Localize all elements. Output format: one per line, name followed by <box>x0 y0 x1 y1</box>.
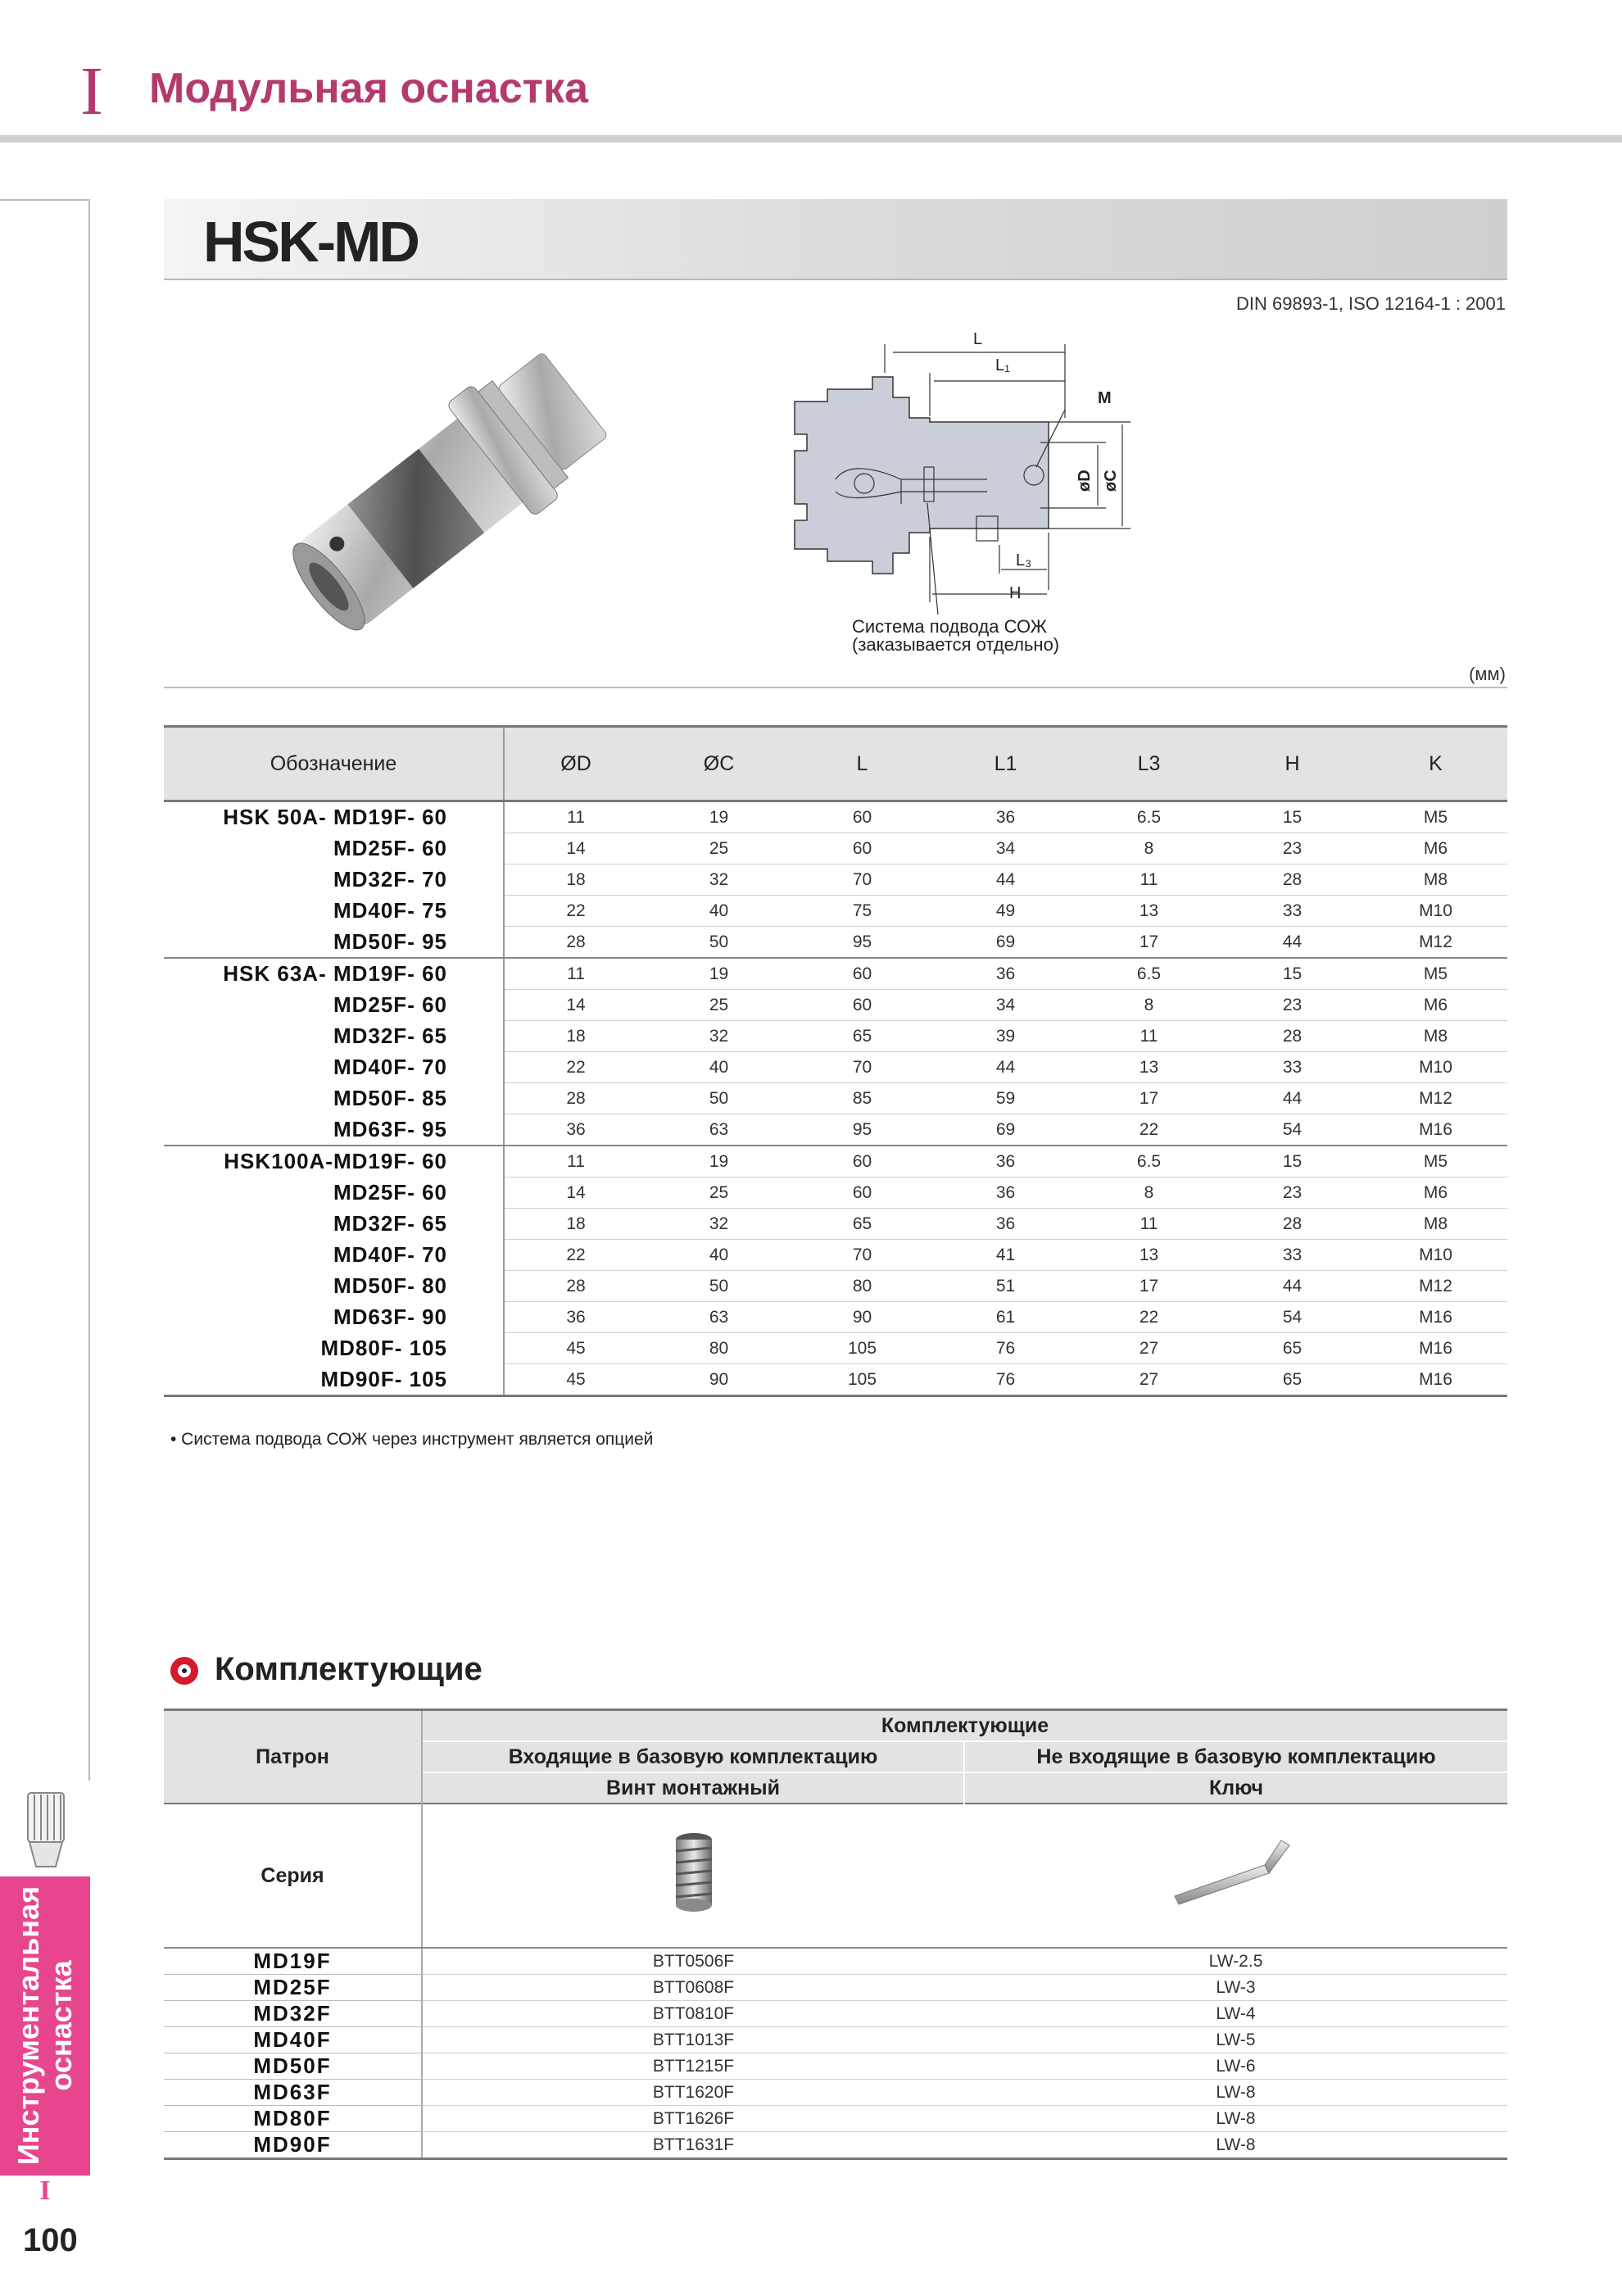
col-diameter-c: ØC <box>647 727 791 801</box>
spec-table-row <box>164 927 1507 959</box>
cell-diameter-c: 19 <box>647 801 791 833</box>
cell-diameter-d: 18 <box>504 864 647 896</box>
cell-screw: BTT0810F <box>422 2001 964 2027</box>
cell-l: 60 <box>791 958 934 990</box>
cell-l3: 6.5 <box>1077 958 1221 990</box>
cell-k: M10 <box>1364 1052 1507 1083</box>
cell-designation: MD63F- 95 <box>164 1114 504 1146</box>
spec-table-row <box>164 1333 1507 1364</box>
cell-l3: 6.5 <box>1077 801 1221 833</box>
cell-screw: BTT1215F <box>422 2053 964 2080</box>
cell-h: 28 <box>1221 1209 1364 1240</box>
cell-designation: MD32F- 65 <box>164 1021 504 1052</box>
cell-designation: MD40F- 70 <box>164 1052 504 1083</box>
cell-k: M12 <box>1364 1271 1507 1302</box>
cell-h: 23 <box>1221 990 1364 1021</box>
col-accessories-group: Комплектующие <box>422 1710 1507 1742</box>
cell-screw: BTT1620F <box>422 2080 964 2106</box>
cell-l: 60 <box>791 990 934 1021</box>
product-photo-hsk-md <box>261 315 637 660</box>
cell-k: M10 <box>1364 1240 1507 1271</box>
cell-l1: 61 <box>934 1302 1077 1333</box>
cell-diameter-c: 40 <box>647 1240 791 1271</box>
accessory-row <box>164 2106 1507 2132</box>
accessory-row <box>164 2080 1507 2106</box>
cell-diameter-c: 19 <box>647 958 791 990</box>
cell-diameter-d: 11 <box>504 1146 647 1177</box>
hex-key-icon <box>1167 1832 1306 1914</box>
dim-label-l: L <box>973 330 983 348</box>
cell-l3: 13 <box>1077 1240 1221 1271</box>
side-chapter-label <box>12 1886 78 2165</box>
cell-diameter-c: 32 <box>647 1021 791 1052</box>
cell-diameter-c: 63 <box>647 1114 791 1146</box>
dim-label-m: M <box>1098 389 1112 407</box>
cell-l: 95 <box>791 1114 934 1146</box>
cell-l3: 27 <box>1077 1364 1221 1396</box>
target-bullet-icon-dot <box>182 1668 187 1673</box>
cell-h: 23 <box>1221 833 1364 864</box>
spec-table-row <box>164 1052 1507 1083</box>
cell-diameter-c: 80 <box>647 1333 791 1364</box>
cell-l1: 49 <box>934 896 1077 927</box>
cell-k: M10 <box>1364 896 1507 927</box>
cell-l: 80 <box>791 1271 934 1302</box>
cell-designation: MD32F- 65 <box>164 1209 504 1240</box>
cell-l3: 6.5 <box>1077 1146 1221 1177</box>
cell-diameter-d: 22 <box>504 1240 647 1271</box>
cell-k: M6 <box>1364 990 1507 1021</box>
spec-table-row <box>164 1302 1507 1333</box>
cell-l3: 27 <box>1077 1333 1221 1364</box>
cell-diameter-d: 28 <box>504 927 647 959</box>
cell-k: M8 <box>1364 1021 1507 1052</box>
col-diameter-d: ØD <box>504 727 647 801</box>
side-label-line1: Инструментальная <box>11 1885 45 2166</box>
cell-diameter-c: 50 <box>647 1083 791 1114</box>
cell-diameter-c: 63 <box>647 1302 791 1333</box>
cell-diameter-d: 14 <box>504 1177 647 1209</box>
chapter-title: Модульная оснастка <box>149 65 589 112</box>
spec-table-row <box>164 1021 1507 1052</box>
spec-table-row <box>164 990 1507 1021</box>
cell-designation: MD50F- 95 <box>164 927 504 959</box>
collet-icon <box>23 1785 69 1873</box>
cell-l3: 8 <box>1077 990 1221 1021</box>
cell-diameter-c: 40 <box>647 896 791 927</box>
cell-diameter-d: 28 <box>504 1083 647 1114</box>
standard-reference: DIN 69893-1, ISO 12164-1 : 2001 <box>1236 293 1506 314</box>
accessory-row <box>164 2132 1507 2159</box>
spec-table-row <box>164 1083 1507 1114</box>
cell-l: 105 <box>791 1333 934 1364</box>
cell-diameter-c: 40 <box>647 1052 791 1083</box>
cell-l1: 76 <box>934 1333 1077 1364</box>
cell-series: MD25F <box>164 1975 422 2001</box>
spec-table-row <box>164 1240 1507 1271</box>
cell-l1: 34 <box>934 990 1077 1021</box>
left-frame-line <box>88 199 90 1781</box>
cell-designation: MD25F- 60 <box>164 990 504 1021</box>
key-image-cell <box>964 1804 1507 1948</box>
cell-designation: MD25F- 60 <box>164 833 504 864</box>
cell-h: 28 <box>1221 864 1364 896</box>
col-included: Входящие в базовую комплектацию <box>422 1741 964 1772</box>
cell-l3: 22 <box>1077 1114 1221 1146</box>
cell-designation: MD80F- 105 <box>164 1333 504 1364</box>
cell-designation: HSK 50A- MD19F- 60 <box>164 801 504 833</box>
cell-diameter-c: 90 <box>647 1364 791 1396</box>
cell-designation: MD32F- 70 <box>164 864 504 896</box>
cell-k: M5 <box>1364 801 1507 833</box>
col-holder: Патрон <box>164 1710 422 1804</box>
cell-key: LW-2.5 <box>964 1948 1507 1975</box>
cell-diameter-d: 11 <box>504 801 647 833</box>
col-mounting-screw: Винт монтажный <box>422 1772 964 1804</box>
cell-l3: 8 <box>1077 833 1221 864</box>
col-key: Ключ <box>964 1772 1507 1804</box>
cell-diameter-d: 14 <box>504 833 647 864</box>
cell-h: 44 <box>1221 927 1364 959</box>
accessory-row <box>164 2027 1507 2053</box>
side-label-line2: оснастка <box>44 1960 78 2091</box>
cell-l3: 13 <box>1077 1052 1221 1083</box>
cell-l: 60 <box>791 833 934 864</box>
spec-table-row <box>164 1271 1507 1302</box>
cell-l: 60 <box>791 1177 934 1209</box>
cell-h: 28 <box>1221 1021 1364 1052</box>
unit-label: (мм) <box>1469 664 1506 684</box>
col-h: H <box>1221 727 1364 801</box>
cell-k: M16 <box>1364 1333 1507 1364</box>
spec-table-row <box>164 833 1507 864</box>
cell-key: LW-5 <box>964 2027 1507 2053</box>
spec-table-row <box>164 801 1507 833</box>
series-label: Серия <box>164 1804 422 1948</box>
cell-diameter-c: 25 <box>647 833 791 864</box>
cell-k: M8 <box>1364 1209 1507 1240</box>
cell-diameter-d: 18 <box>504 1209 647 1240</box>
cell-l: 60 <box>791 1146 934 1177</box>
cell-l: 60 <box>791 801 934 833</box>
cell-h: 44 <box>1221 1271 1364 1302</box>
cell-l1: 59 <box>934 1083 1077 1114</box>
spec-table-row <box>164 1177 1507 1209</box>
cell-series: MD90F <box>164 2132 422 2159</box>
cell-l: 65 <box>791 1209 934 1240</box>
side-roman-numeral: I <box>39 2176 51 2206</box>
coolant-label-line1: Система подвода СОЖ <box>852 616 1047 637</box>
cell-l3: 17 <box>1077 1271 1221 1302</box>
cell-l3: 8 <box>1077 1177 1221 1209</box>
mounting-screw-icon <box>669 1828 718 1918</box>
cell-screw: BTT0608F <box>422 1975 964 2001</box>
cell-l3: 11 <box>1077 1209 1221 1240</box>
cell-l1: 44 <box>934 864 1077 896</box>
cell-l1: 36 <box>934 1177 1077 1209</box>
cell-diameter-d: 45 <box>504 1333 647 1364</box>
cell-diameter-d: 45 <box>504 1364 647 1396</box>
cell-l3: 17 <box>1077 927 1221 959</box>
cell-l: 70 <box>791 1240 934 1271</box>
cell-screw: BTT1626F <box>422 2106 964 2132</box>
cell-diameter-d: 36 <box>504 1302 647 1333</box>
cell-l: 90 <box>791 1302 934 1333</box>
chapter-roman-numeral: I <box>80 53 103 129</box>
cell-l1: 36 <box>934 801 1077 833</box>
cell-designation: MD25F- 60 <box>164 1177 504 1209</box>
cell-l: 105 <box>791 1364 934 1396</box>
dim-label-c: øC <box>1102 470 1120 492</box>
header-divider <box>0 135 1622 143</box>
cell-l1: 51 <box>934 1271 1077 1302</box>
cell-l1: 69 <box>934 1114 1077 1146</box>
table-note: • Система подвода СОЖ через инструмент является опцией <box>170 1430 654 1449</box>
cell-designation: HSK100A-MD19F- 60 <box>164 1146 504 1177</box>
cell-series: MD63F <box>164 2080 422 2106</box>
cell-l1: 69 <box>934 927 1077 959</box>
cell-series: MD80F <box>164 2106 422 2132</box>
cell-series: MD19F <box>164 1948 422 1975</box>
cell-l: 75 <box>791 896 934 927</box>
cell-key: LW-8 <box>964 2080 1507 2106</box>
spec-table-row <box>164 896 1507 927</box>
cell-l1: 36 <box>934 958 1077 990</box>
cell-diameter-d: 36 <box>504 1114 647 1146</box>
cell-h: 65 <box>1221 1364 1364 1396</box>
cell-l3: 11 <box>1077 1021 1221 1052</box>
cell-series: MD32F <box>164 2001 422 2027</box>
accessory-row <box>164 2053 1507 2080</box>
cell-h: 44 <box>1221 1083 1364 1114</box>
cell-h: 33 <box>1221 896 1364 927</box>
cell-diameter-c: 19 <box>647 1146 791 1177</box>
cell-key: LW-4 <box>964 2001 1507 2027</box>
cell-diameter-d: 22 <box>504 896 647 927</box>
cell-diameter-c: 50 <box>647 1271 791 1302</box>
cell-h: 54 <box>1221 1302 1364 1333</box>
col-l1: L1 <box>934 727 1077 801</box>
dim-label-d: øD <box>1076 470 1094 492</box>
spec-table-row <box>164 1209 1507 1240</box>
col-l3: L3 <box>1077 727 1221 801</box>
col-l: L <box>791 727 934 801</box>
cell-key: LW-8 <box>964 2106 1507 2132</box>
page-number: 100 <box>23 2222 78 2258</box>
col-designation: Обозначение <box>164 727 504 801</box>
col-k: K <box>1364 727 1507 801</box>
cell-h: 33 <box>1221 1240 1364 1271</box>
cell-key: LW-3 <box>964 1975 1507 2001</box>
cell-l: 95 <box>791 927 934 959</box>
cell-h: 15 <box>1221 958 1364 990</box>
cell-h: 23 <box>1221 1177 1364 1209</box>
cell-diameter-c: 32 <box>647 864 791 896</box>
cell-designation: MD40F- 70 <box>164 1240 504 1271</box>
cell-k: M5 <box>1364 1146 1507 1177</box>
cell-screw: BTT1631F <box>422 2132 964 2159</box>
cell-l3: 22 <box>1077 1302 1221 1333</box>
left-frame-top <box>0 199 90 201</box>
cell-diameter-c: 32 <box>647 1209 791 1240</box>
accessories-title: Комплектующие <box>215 1651 483 1687</box>
specification-table <box>164 725 1507 1397</box>
technical-drawing <box>786 320 1163 664</box>
cell-l: 70 <box>791 864 934 896</box>
accessories-table <box>164 1708 1507 2160</box>
cell-l1: 76 <box>934 1364 1077 1396</box>
cell-key: LW-6 <box>964 2053 1507 2080</box>
cell-designation: MD40F- 75 <box>164 896 504 927</box>
cell-h: 15 <box>1221 1146 1364 1177</box>
cell-diameter-d: 28 <box>504 1271 647 1302</box>
cell-designation: MD90F- 105 <box>164 1364 504 1396</box>
cell-designation: MD63F- 90 <box>164 1302 504 1333</box>
spec-table-row <box>164 864 1507 896</box>
section-title: HSK-MD <box>203 210 418 274</box>
dim-label-h: H <box>1009 584 1022 602</box>
cell-l: 65 <box>791 1021 934 1052</box>
cell-diameter-d: 14 <box>504 990 647 1021</box>
screw-image-cell <box>422 1804 964 1948</box>
coolant-label-line2: (заказывается отдельно) <box>852 634 1060 655</box>
spec-table-row <box>164 1146 1507 1177</box>
cell-k: M16 <box>1364 1364 1507 1396</box>
cell-screw: BTT1013F <box>422 2027 964 2053</box>
cell-diameter-d: 11 <box>504 958 647 990</box>
cell-l1: 36 <box>934 1209 1077 1240</box>
cell-designation: HSK 63A- MD19F- 60 <box>164 958 504 990</box>
cell-designation: MD50F- 80 <box>164 1271 504 1302</box>
cell-k: M5 <box>1364 958 1507 990</box>
cell-key: LW-8 <box>964 2132 1507 2159</box>
spec-table-header <box>164 727 1507 801</box>
cell-diameter-d: 18 <box>504 1021 647 1052</box>
accessory-row <box>164 1948 1507 1975</box>
cell-diameter-c: 25 <box>647 1177 791 1209</box>
cell-series: MD40F <box>164 2027 422 2053</box>
cell-h: 54 <box>1221 1114 1364 1146</box>
cell-h: 33 <box>1221 1052 1364 1083</box>
cell-l: 70 <box>791 1052 934 1083</box>
spec-table-row <box>164 1114 1507 1146</box>
spec-table-row <box>164 958 1507 990</box>
accessory-row <box>164 2001 1507 2027</box>
cell-k: M16 <box>1364 1302 1507 1333</box>
cell-l1: 36 <box>934 1146 1077 1177</box>
cell-series: MD50F <box>164 2053 422 2080</box>
cell-l1: 39 <box>934 1021 1077 1052</box>
cell-k: M16 <box>1364 1114 1507 1146</box>
cell-l3: 17 <box>1077 1083 1221 1114</box>
cell-diameter-c: 25 <box>647 990 791 1021</box>
cell-k: M6 <box>1364 833 1507 864</box>
cell-diameter-d: 22 <box>504 1052 647 1083</box>
dim-label-l1: L₁ <box>995 356 1010 374</box>
cell-l: 85 <box>791 1083 934 1114</box>
col-not-included: Не входящие в базовую комплектацию <box>964 1741 1507 1772</box>
cell-l1: 44 <box>934 1052 1077 1083</box>
cell-k: M12 <box>1364 927 1507 959</box>
cell-l3: 13 <box>1077 896 1221 927</box>
section-divider <box>164 687 1507 688</box>
cell-diameter-c: 50 <box>647 927 791 959</box>
cell-h: 65 <box>1221 1333 1364 1364</box>
dim-label-l3: L₃ <box>1016 551 1032 569</box>
cell-designation: MD50F- 85 <box>164 1083 504 1114</box>
cell-h: 15 <box>1221 801 1364 833</box>
cell-l3: 11 <box>1077 864 1221 896</box>
cell-k: M12 <box>1364 1083 1507 1114</box>
cell-screw: BTT0506F <box>422 1948 964 1975</box>
cell-k: M8 <box>1364 864 1507 896</box>
spec-table-row <box>164 1364 1507 1396</box>
cell-l1: 34 <box>934 833 1077 864</box>
cell-k: M6 <box>1364 1177 1507 1209</box>
accessory-row <box>164 1975 1507 2001</box>
cell-l1: 41 <box>934 1240 1077 1271</box>
